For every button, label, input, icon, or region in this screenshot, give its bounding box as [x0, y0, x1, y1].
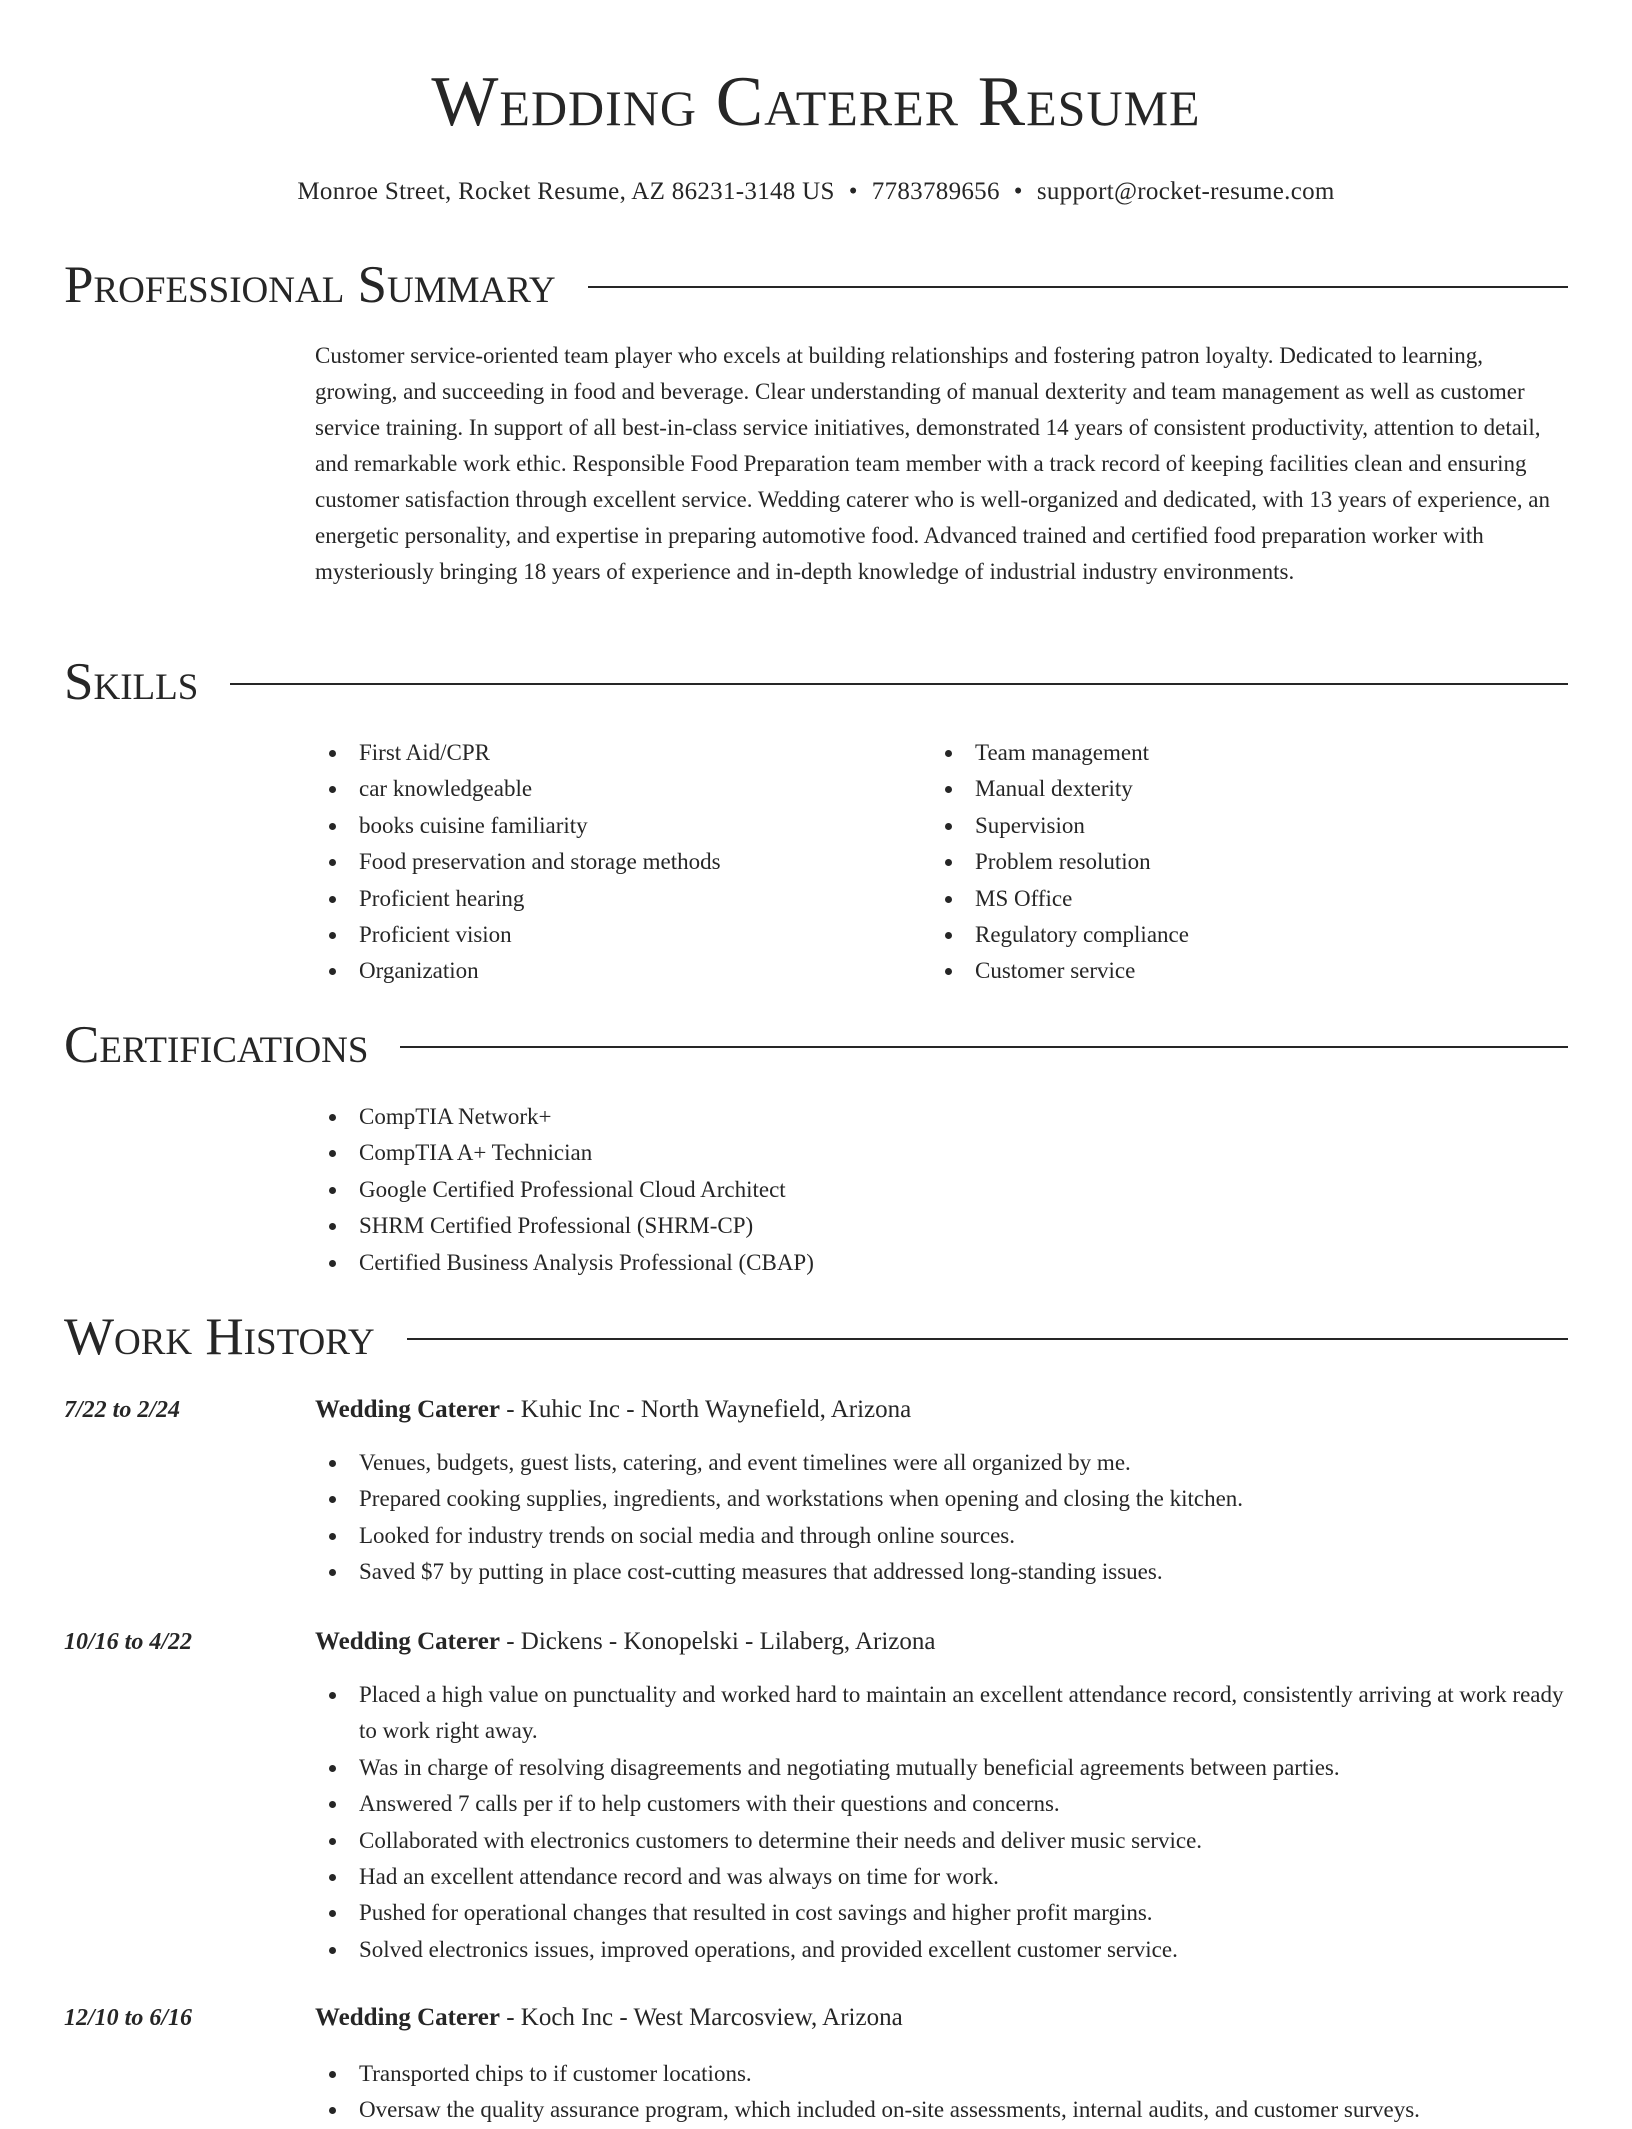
job-dates: 10/16 to 4/22 — [64, 1629, 193, 1655]
skill-item: Organization — [315, 953, 915, 989]
job-duty-item: Answered 7 calls per if to help customers with their questions and concerns. — [315, 1786, 1565, 1822]
job-heading — [315, 1393, 911, 1427]
job-duty-item: Looked for industry trends on social media and through online sources. — [315, 1518, 1565, 1554]
contact-separator: • — [848, 178, 858, 205]
section-title-work-history: Work History — [64, 1308, 375, 1366]
summary-text: Customer service-oriented team player who excels at building relationships and fostering patron loyalty. Dedicated to learning, growing, and succeeding in food and beverage. Clear understanding of manual dexterity and team management as well as customer service training. In support of all best-in-class service initiatives, demonstrated 14 years of consistent productivity, attention to detail, and remarkable work ethic. Responsible Food Preparation team member with a track record of keeping facilities clean and ensuring customer satisfaction through excellent service. Wedding caterer who is well-organized and dedicated, with 13 years of experience, an energetic personality, and expertise in preparing automotive food. Advanced trained and certified food preparation worker with mysteriously bringing 18 years of experience and in-depth knowledge of industrial industry environments. — [315, 343, 1550, 584]
job-dates: 7/22 to 2/24 — [64, 1397, 181, 1423]
job-duties-list — [315, 1677, 1565, 1968]
job-duty-item: Oversaw the quality assurance program, which included on-site assessments, internal audits, and customer surveys. — [315, 2092, 1565, 2128]
section-title-skills: Skills — [64, 653, 199, 711]
job-duty-item: Prepared cooking supplies, ingredients, and workstations when opening and closing the kitchen. — [315, 1481, 1565, 1517]
contact-line — [0, 174, 1632, 210]
certification-item: SHRM Certified Professional (SHRM-CP) — [315, 1208, 1565, 1244]
section-divider — [230, 683, 1568, 685]
job-heading — [315, 2001, 903, 2035]
job-duty-item: Solved electronics issues, improved operations, and provided excellent customer service. — [315, 1932, 1565, 1968]
skill-item: Proficient vision — [315, 917, 915, 953]
skill-item: Supervision — [931, 808, 1561, 844]
skill-item: Food preservation and storage methods — [315, 844, 915, 880]
job-duty-item: Pushed for operational changes that resulted in cost savings and higher profit margins. — [315, 1895, 1565, 1931]
section-header-summary — [64, 255, 1568, 315]
certification-item: Certified Business Analysis Professional (CBAP) — [315, 1245, 1565, 1281]
section-divider — [407, 1338, 1568, 1340]
job-duties-list — [315, 1445, 1565, 1591]
job-employer: - Kuhic Inc - North Waynefield, Arizona — [499, 1396, 912, 1423]
job-duty-item: Saved $7 by putting in place cost-cutting measures that addressed long-standing issues. — [315, 1554, 1565, 1590]
section-header-skills — [64, 652, 1568, 712]
contact-phone: 7783789656 — [871, 178, 1000, 205]
job-duty-item: Transported chips to if customer locations. — [315, 2056, 1565, 2092]
skill-item: First Aid/CPR — [315, 735, 915, 771]
job-role: Wedding Caterer — [315, 1628, 500, 1655]
contact-separator: • — [1013, 178, 1023, 205]
skill-item: Regulatory compliance — [931, 917, 1561, 953]
skill-item: MS Office — [931, 881, 1561, 917]
section-divider — [588, 286, 1568, 288]
skill-item: Problem resolution — [931, 844, 1561, 880]
skills-list-left — [315, 735, 915, 990]
certification-item: CompTIA A+ Technician — [315, 1135, 1565, 1171]
job-duty-item: Venues, budgets, guest lists, catering, and event timelines were all organized by me. — [315, 1445, 1565, 1481]
contact-email: support@rocket-resume.com — [1036, 178, 1335, 205]
section-divider — [400, 1046, 1568, 1048]
section-title-summary: Professional Summary — [64, 256, 556, 314]
skill-item: books cuisine familiarity — [315, 808, 915, 844]
job-duty-item: Placed a high value on punctuality and worked hard to maintain an excellent attendance record, consistently arriving at work ready to work right away. — [315, 1677, 1565, 1750]
job-duty-item: Was in charge of resolving disagreements and negotiating mutually beneficial agreements between parties. — [315, 1750, 1565, 1786]
contact-address: Monroe Street, Rocket Resume, AZ 86231-3148 US — [297, 178, 835, 205]
certification-item: Google Certified Professional Cloud Architect — [315, 1172, 1565, 1208]
section-header-work-history — [64, 1307, 1568, 1367]
job-employer: - Dickens - Konopelski - Lilaberg, Arizona — [499, 1628, 936, 1655]
job-role: Wedding Caterer — [315, 2004, 500, 2031]
job-employer: - Koch Inc - West Marcosview, Arizona — [499, 2004, 903, 2031]
skill-item: Manual dexterity — [931, 771, 1561, 807]
skill-item: Team management — [931, 735, 1561, 771]
certification-item: CompTIA Network+ — [315, 1099, 1565, 1135]
job-role: Wedding Caterer — [315, 1396, 500, 1423]
certifications-list — [315, 1099, 1565, 1281]
job-duty-item: Had an excellent attendance record and was always on time for work. — [315, 1859, 1565, 1895]
section-header-certifications — [64, 1015, 1568, 1075]
skill-item: car knowledgeable — [315, 771, 915, 807]
skill-item: Proficient hearing — [315, 881, 915, 917]
job-duties-list — [315, 2056, 1565, 2129]
job-heading — [315, 1625, 935, 1659]
skills-list-right — [931, 735, 1561, 990]
job-dates: 12/10 to 6/16 — [64, 2005, 193, 2031]
resume-title: Wedding Caterer Resume — [431, 63, 1201, 141]
job-duty-item: Collaborated with electronics customers to determine their needs and deliver music service. — [315, 1823, 1565, 1859]
skill-item: Customer service — [931, 953, 1561, 989]
section-title-certifications: Certifications — [64, 1016, 369, 1074]
